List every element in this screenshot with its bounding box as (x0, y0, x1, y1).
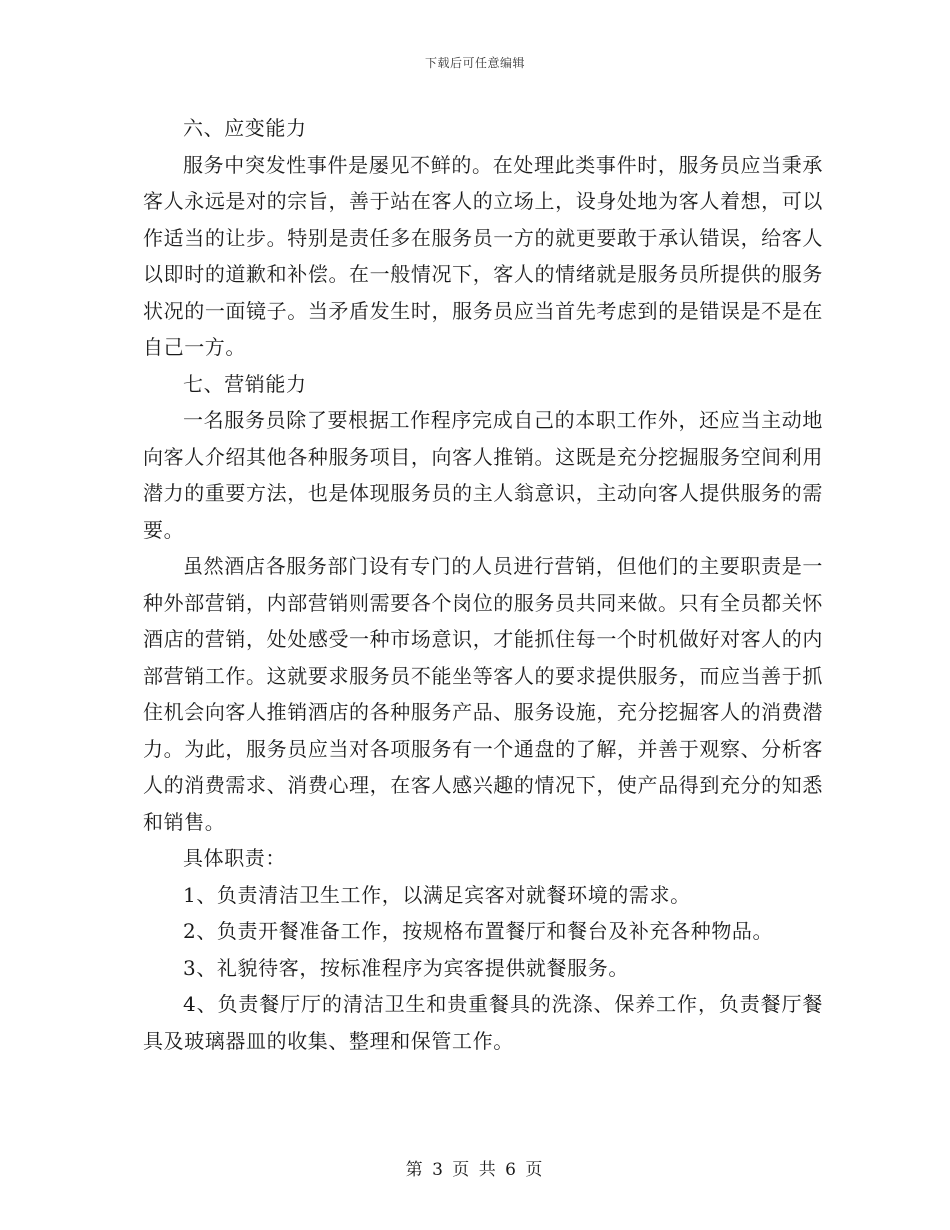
duty-item-2: 2、负责开餐准备工作，按规格布置餐厅和餐台及补充各种物品。 (183, 919, 774, 943)
section-6-paragraph: 服务中突发性事件是屡见不鲜的。在处理此类事件时，服务员应当秉承客人永远是对的宗旨，善于站在客人的立场上，设身处地为客人着想，可以作适当的让步。特别是责任多在服务员一方的就更要敢于承认错误，给客人以即时的道歉和补偿。在一般情况下，客人的情绪就是服务员所提供的服务状况的一面镜子。当矛盾发生时，服务员应当首先考虑到的是错误是不是在自己一方。 (143, 152, 823, 359)
page-number-footer: 第 3 页 共 6 页 (405, 1160, 545, 1180)
document-body (143, 110, 823, 1059)
section-7-paragraph-1: 一名服务员除了要根据工作程序完成自己的本职工作外，还应当主动地向客人介绍其他各种服务项目，向客人推销。这既是充分挖掘服务空间利用潜力的重要方法，也是体现服务员的主人翁意识，主动向客人提供服务的需要。 (143, 408, 823, 542)
section-heading-6: 六、应变能力 (183, 116, 307, 140)
duties-heading: 具体职责： (183, 846, 286, 870)
duty-item-4: 4、负责餐厅厅的清洁卫生和贵重餐具的洗涤、保养工作，负责餐厅餐具及玻璃器皿的收集、整理和保管工作。 (143, 992, 823, 1053)
header-note: 下载后可任意编辑 (424, 56, 525, 70)
section-heading-7: 七、营销能力 (183, 371, 307, 396)
duty-item-3: 3、礼貌待客，按标准程序为宾客提供就餐服务。 (183, 955, 629, 980)
duty-item-1: 1、负责清洁卫生工作，以满足宾客对就餐环境的需求。 (183, 882, 691, 907)
section-7-paragraph-2: 虽然酒店各服务部门设有专门的人员进行营销，但他们的主要职责是一种外部营销，内部营销则需要各个岗位的服务员共同来做。只有全员都关怀酒店的营销，处处感受一种市场意识，才能抓住每一个时机做好对客人的内部营销工作。这就要求服务员不能坐等客人的要求提供服务，而应当善于抓住机会向客人推销酒店的各种服务产品、服务设施，充分挖掘客人的消费潜力。为此，服务员应当对各项服务有一个通盘的了解，并善于观察、分析客人的消费需求、消费心理，在客人感兴趣的情况下，使产品得到充分的知悉和销售。 (143, 554, 823, 834)
